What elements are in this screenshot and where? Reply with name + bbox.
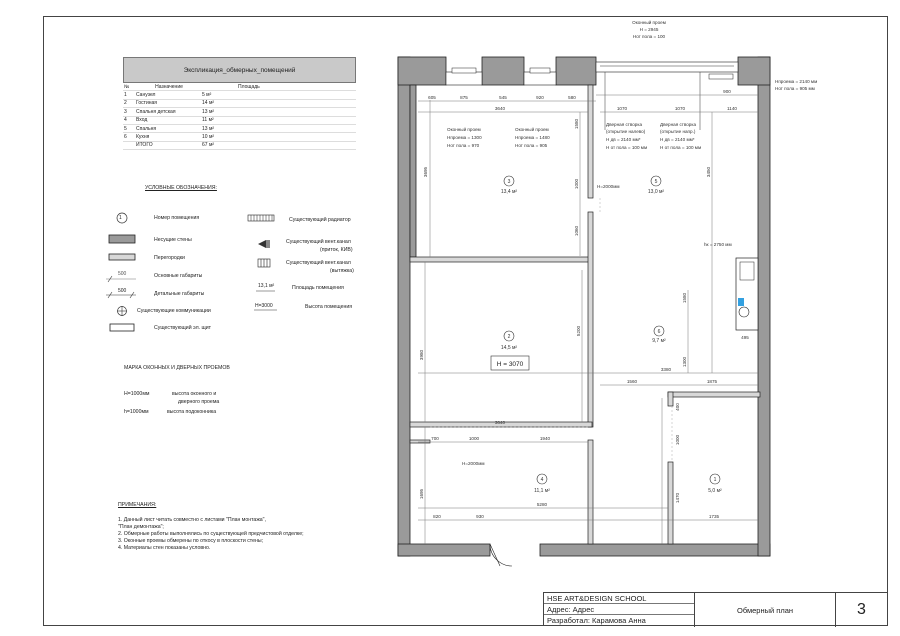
room-2-num: 2 <box>507 334 511 340</box>
dim-495: 495 <box>741 335 749 340</box>
school-name: HSE ART&DESIGN SCHOOL <box>544 593 694 604</box>
room-6-area: 9,7 м² <box>652 338 666 344</box>
legend-label-room-area: Площадь помещения <box>292 285 344 291</box>
dim-1695: 1695 <box>419 488 424 500</box>
dim-930: 930 <box>476 514 484 519</box>
legend-label-radiator: Существующий радиатор <box>289 217 351 223</box>
room-5-area: 13,0 м² <box>647 189 665 195</box>
dim-700: 700 <box>431 436 439 441</box>
dim-3640-a: 3640 <box>494 106 506 111</box>
dim-1875: 1875 <box>706 379 718 384</box>
room-1-area: 5,0 м² <box>708 488 722 494</box>
table-row: 5 Спальня 13 м² <box>123 125 356 133</box>
header-num: № <box>124 83 130 90</box>
note-line-2: "План демонтажа"; <box>118 524 164 530</box>
table-row: 4 Вход 11 м² <box>123 117 356 125</box>
legend-label-room-height: Высота помещения <box>305 304 353 310</box>
dim-1300: 1300 <box>682 356 687 368</box>
legend-label-vent-supply: Существующий вент.канал <box>286 239 351 245</box>
legend-label-communications: Существующие коммуникации <box>137 308 211 314</box>
door-right-h: H дв = 2140 мм* <box>660 137 695 142</box>
room-3-area: 13,4 м² <box>500 189 518 195</box>
author-line: Разработал: Карамова Анна <box>547 616 646 625</box>
room-1-num: 1 <box>713 477 717 483</box>
openings-label-2: высота подоконника <box>167 409 217 415</box>
door-left-h: H дв = 2140 мм* <box>606 137 641 142</box>
dim-900: 900 <box>723 89 731 94</box>
sheet-name: Обмерный план <box>694 593 836 627</box>
door-height-1: H=2000мм <box>597 184 620 189</box>
entry-door-icon <box>490 544 512 566</box>
dim-1470: 1470 <box>675 492 680 504</box>
door-right-sill: H от пола = 100 мм <box>660 145 702 150</box>
dim-5280: 5280 <box>536 502 548 507</box>
room-3-num: 3 <box>507 179 511 185</box>
note-line-5: 4. Материалы стен показаны условно. <box>118 545 211 551</box>
partitions <box>410 85 760 544</box>
dim-3450: 3450 <box>706 166 711 178</box>
window-1-sill: Hот пола = 970 <box>447 143 480 148</box>
sheet-number: 3 <box>857 601 866 618</box>
dim-3695: 3695 <box>423 166 428 178</box>
note-line-3: 2. Обмерные работы выполнялись по существующей предчистовой отделке; <box>118 531 304 537</box>
dim-1000-c: 1000 <box>468 436 480 441</box>
header-name: Назначение <box>155 83 183 90</box>
openings-label-1b: дверного проема <box>178 399 220 405</box>
door-left-sub: (открытие налево) <box>606 129 646 134</box>
window-2-h: Hпроема = 1480 <box>515 135 550 140</box>
openings-key-2: h=1000мм <box>124 409 149 415</box>
title-block <box>543 592 888 626</box>
header-area: Площадь <box>238 83 260 90</box>
legend-symbol-500b: 500 <box>118 288 127 294</box>
legend-label-room-number: Номер помещения <box>154 215 200 221</box>
explication-title: Экспликация_обмерных_помещений <box>123 57 356 83</box>
table-row: 3 Спальня детская 13 м² <box>123 108 356 116</box>
dim-1070-a: 1070 <box>616 106 628 111</box>
window-1-h: Hпроема = 1300 <box>447 135 482 140</box>
door-left-sill: H от пола = 100 мм <box>606 145 648 150</box>
table-row: 1 Санузел 5 м² <box>123 91 356 99</box>
dim-605: 605 <box>428 95 436 100</box>
window-right-h: Hпроема = 2140 мм <box>775 79 818 84</box>
legend-symbol-500a: 500 <box>118 271 127 277</box>
dim-875: 875 <box>460 95 468 100</box>
legend-title: УСЛОВНЫЕ ОБОЗНАЧЕНИЯ: <box>145 185 217 191</box>
note-line-4: 3. Оконные проемы обмерены по откосу в плоскости стены; <box>118 538 264 544</box>
openings-title: МАРКА ОКОННЫХ И ДВЕРНЫХ ПРОЕМОВ <box>124 365 230 371</box>
door-right-sub: (открытие напр.) <box>660 129 696 134</box>
address-line: Адрес: Адрес <box>544 604 694 615</box>
window-2-sill: Hот пола = 905 <box>515 143 548 148</box>
note-line-1: 1. Данный лист читать совместно с листами "План монтажа", <box>118 517 266 523</box>
dim-5200: 5200 <box>576 325 581 337</box>
legend-label-detail-dims: Детальные габариты <box>154 291 205 297</box>
dim-1070-b: 1070 <box>674 106 686 111</box>
window-2-title: Оконный проем <box>515 127 549 132</box>
dim-1940: 1940 <box>539 436 551 441</box>
dim-3380: 3380 <box>660 367 672 372</box>
dim-580: 580 <box>568 95 576 100</box>
dim-1560: 1560 <box>626 379 638 384</box>
door-left-title: Дверная створка <box>606 122 643 127</box>
dim-1060: 1060 <box>574 225 579 237</box>
room-5-num: 5 <box>654 179 658 185</box>
dim-1735: 1735 <box>708 514 720 519</box>
window-top-h: H = 2945 <box>639 27 659 32</box>
room-6-num: 6 <box>657 329 661 335</box>
room-height-label: H = 3070 <box>496 361 524 368</box>
ceiling-hk: hк = 2750 мм <box>704 242 732 247</box>
door-right-title: Дверная створка <box>660 122 697 127</box>
legend-label-panel: Существующий эл. щит <box>154 325 212 331</box>
legend-label-partitions: Перегородки <box>154 255 185 261</box>
legend-symbol-room: 1 <box>119 215 122 221</box>
legend-label-vent-exhaust-2: (вытяжка) <box>330 268 354 274</box>
dim-920: 920 <box>536 95 544 100</box>
dim-400: 400 <box>675 403 680 411</box>
window-top-sill: Hот пола = 100 <box>632 34 666 39</box>
legend-symbol-height: H=3000 <box>255 303 273 309</box>
dim-1000-b: 1000 <box>675 434 680 446</box>
window-top-title: Оконный проем <box>632 20 666 25</box>
dim-820: 820 <box>433 514 441 519</box>
dim-545: 545 <box>499 95 507 100</box>
door-height-2: H=2000мм <box>462 461 485 466</box>
room-2-area: 14,5 м² <box>500 345 518 351</box>
room-4-area: 11,1 м² <box>534 488 550 494</box>
openings-key-1: H=1000мм <box>124 391 150 397</box>
table-row: 6 Кухня 10 м² <box>123 133 356 141</box>
notes-title: ПРИМЕЧАНИЯ: <box>118 502 157 508</box>
window-1-title: Оконный проем <box>447 127 481 132</box>
legend-symbol-area: 13,1 м² <box>258 283 275 289</box>
legend-label-vent-supply-2: (приток, КИВ) <box>320 247 353 253</box>
window-right-sill: Hот пола = 905 мм <box>775 86 815 91</box>
room-4-num: 4 <box>540 477 544 483</box>
dim-1140: 1140 <box>727 106 737 111</box>
dim-1580-b: 1580 <box>682 292 687 304</box>
legend-label-vent-exhaust: Существующий вент.канал <box>286 260 351 266</box>
openings-label-1: высота оконного и <box>172 391 217 397</box>
dim-1580-a: 1580 <box>574 118 579 130</box>
legend-label-main-dims: Основные габариты <box>154 273 203 279</box>
dim-1000-a: 1000 <box>574 178 579 190</box>
dim-3640-b: 3640 <box>494 420 506 425</box>
legend-label-bearing-walls: Несущие стены <box>154 237 192 243</box>
table-row: 2 Гостиная 14 м² <box>123 100 356 108</box>
dim-3980: 3980 <box>419 349 424 361</box>
table-row: ИТОГО 67 м² <box>123 142 356 150</box>
